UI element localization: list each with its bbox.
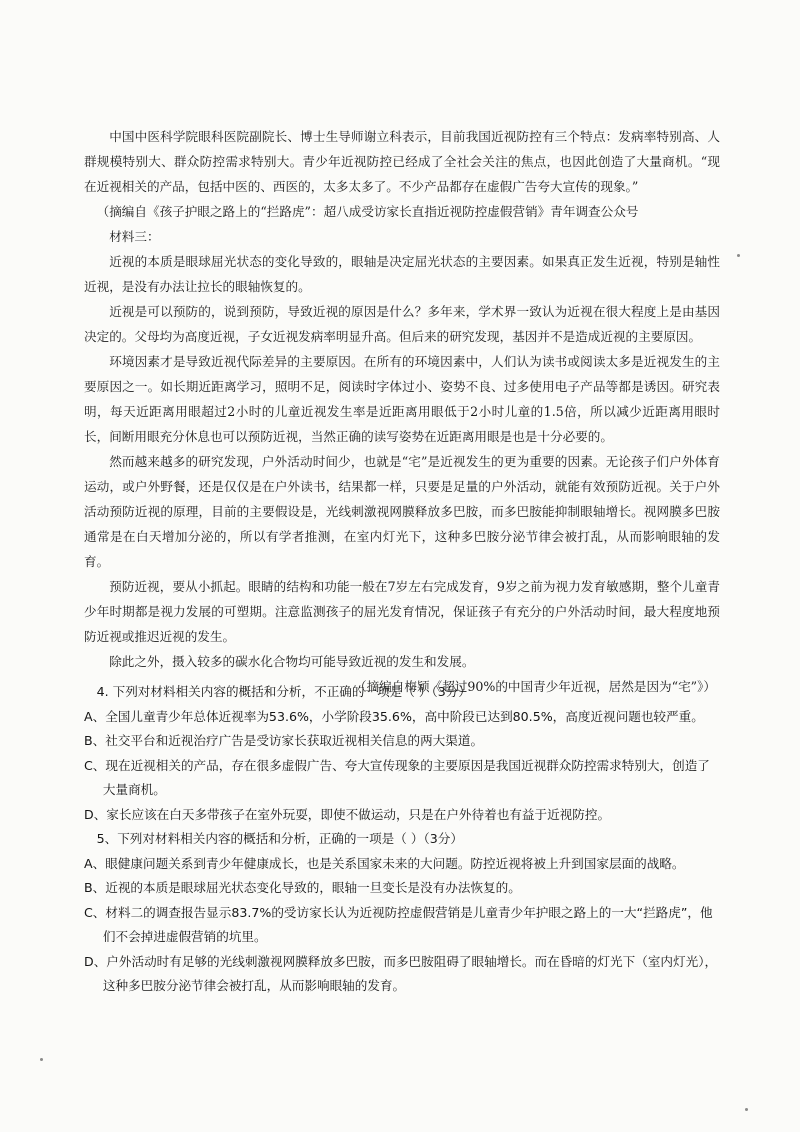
paragraph-prevention: 预防近视，要从小抓起。眼睛的结构和功能一般在7岁左右完成发育，9岁之前为视力发育敏感期，整个儿童青少年时期都是视力发展的可塑期。注意监测孩子的屈光发育情况，保证孩子有充分的户外活动时间，最大程度地预防近视或推迟近视的发生。	[84, 579, 720, 644]
scan-speck	[737, 254, 740, 257]
question-5-option-a: A、眼健康问题关系到青少年健康成长，也是关系国家未来的大问题。防控近视将被上升到国家层面的战略。	[84, 855, 685, 871]
question-4-option-c: C、现在近视相关的产品，存在很多虚假广告、夸大宣传现象的主要原因是我国近视群众防控需求特别大，创造了大量商机。	[84, 757, 710, 797]
question-5-option-b: B、近视的本质是眼球屈光状态变化导致的，眼轴一旦变长是没有办法恢复的。	[84, 880, 521, 895]
paragraph-carbohydrates: 除此之外，摄入较多的碳水化合物均可能导致近视的发生和发展。	[109, 654, 475, 669]
source-citation-material-three: （摘编自梅颖《超过90%的中国青少年近视，居然是因为“宅”》）	[353, 679, 716, 694]
question-4-stem: 4. 下列对材料相关内容的概括和分析，不正确的一项是（ ）（3分）	[96, 684, 471, 699]
paragraph-myopia-essence: 近视的本质是眼球屈光状态的变化导致的，眼轴是决定屈光状态的主要因素。如果真正发生近视，特别是轴性近视，是没有办法让拉长的眼轴恢复的。	[84, 254, 720, 294]
material-three-label: 材料三：	[109, 229, 160, 244]
question-4-option-a: A、全国儿童青少年总体近视率为53.6%，小学阶段35.6%，高中阶段已达到80.5%，高度近视问题也较严重。	[84, 708, 704, 724]
paragraph-genetics: 近视是可以预防的，说到预防，导致近视的原因是什么？多年来，学术界一致认为近视在很大程度上是由基因决定的。父母均为高度近视，子女近视发病率明显升高。但后来的研究发现，基因并不是造成近视的主要原因。	[84, 304, 720, 344]
question-4-option-d: D、家长应该在白天多带孩子在室外玩耍，即使不做运动，只是在户外待着也有益于近视防控。	[84, 806, 611, 822]
questions-section	[84, 680, 720, 999]
question-5-option-c: C、材料二的调查报告显示83.7%的受访家长认为近视防控虚假营销是儿童青少年护眼之路上的一大“拦路虎”，他们不会掉进虚假营销的坑里。	[84, 904, 713, 944]
reading-material	[84, 124, 720, 699]
question-5-stem: 5、下列对材料相关内容的概括和分析，正确的一项是（ ）（3分）	[96, 831, 463, 846]
paragraph-expert-quote: 中国中医科学院眼科医院副院长、博士生导师谢立科表示，目前我国近视防控有三个特点：发病率特别高、人群规模特别大、群众防控需求特别大。青少年近视防控已经成了全社会关注的焦点，也因此创造了大量商机。“现在近视相关的产品，包括中医的、西医的，太多太多了。不少产品都存在虚假广告夸大宣传的现象。”	[84, 129, 720, 194]
source-citation-material-two: （摘编自《孩子护眼之路上的“拦路虎”：超八成受访家长直指近视防控虚假营销》青年调查公众号	[96, 204, 639, 219]
scan-speck	[745, 1108, 748, 1111]
paragraph-environment: 环境因素才是导致近视代际差异的主要原因。在所有的环境因素中，人们认为读书或阅读太多是近视发生的主要原因之一。如长期近距离学习，照明不足，阅读时字体过小、姿势不良、过多使用电子产品等都是诱因。研究表明，每天近距离用眼超过2小时的儿童近视发生率是近距离用眼低于2小时儿童的1.5倍，所以减少近距离用眼时长，间断用眼充分休息也可以预防近视，当然正确的读写姿势在近距离用眼是也是十分必要的。	[84, 354, 720, 444]
paragraph-outdoor-activity: 然而越来越多的研究发现，户外活动时间少，也就是“宅”是近视发生的更为重要的因素。无论孩子们户外体育运动，或户外野餐，还是仅仅是在户外读书，结果都一样，只要是足量的户外活动，就能有效预防近视。关于户外活动预防近视的原理，目前的主要假设是，光线刺激视网膜释放多巴胺，而多巴胺能抑制眼轴增长。视网膜多巴胺通常是在白天增加分泌的，所以有学者推测，在室内灯光下，这种多巴胺分泌节律会被打乱，从而影响眼轴的发育。	[84, 454, 720, 569]
question-5-option-d: D、户外活动时有足够的光线刺激视网膜释放多巴胺，而多巴胺阻碍了眼轴增长。而在昏暗的灯光下（室内灯光），这种多巴胺分泌节律会被打乱，从而影响眼轴的发育。	[84, 953, 718, 993]
question-4-option-b: B、社交平台和近视治疗广告是受访家长获取近视相关信息的两大渠道。	[84, 733, 484, 748]
scan-speck	[40, 1058, 43, 1061]
